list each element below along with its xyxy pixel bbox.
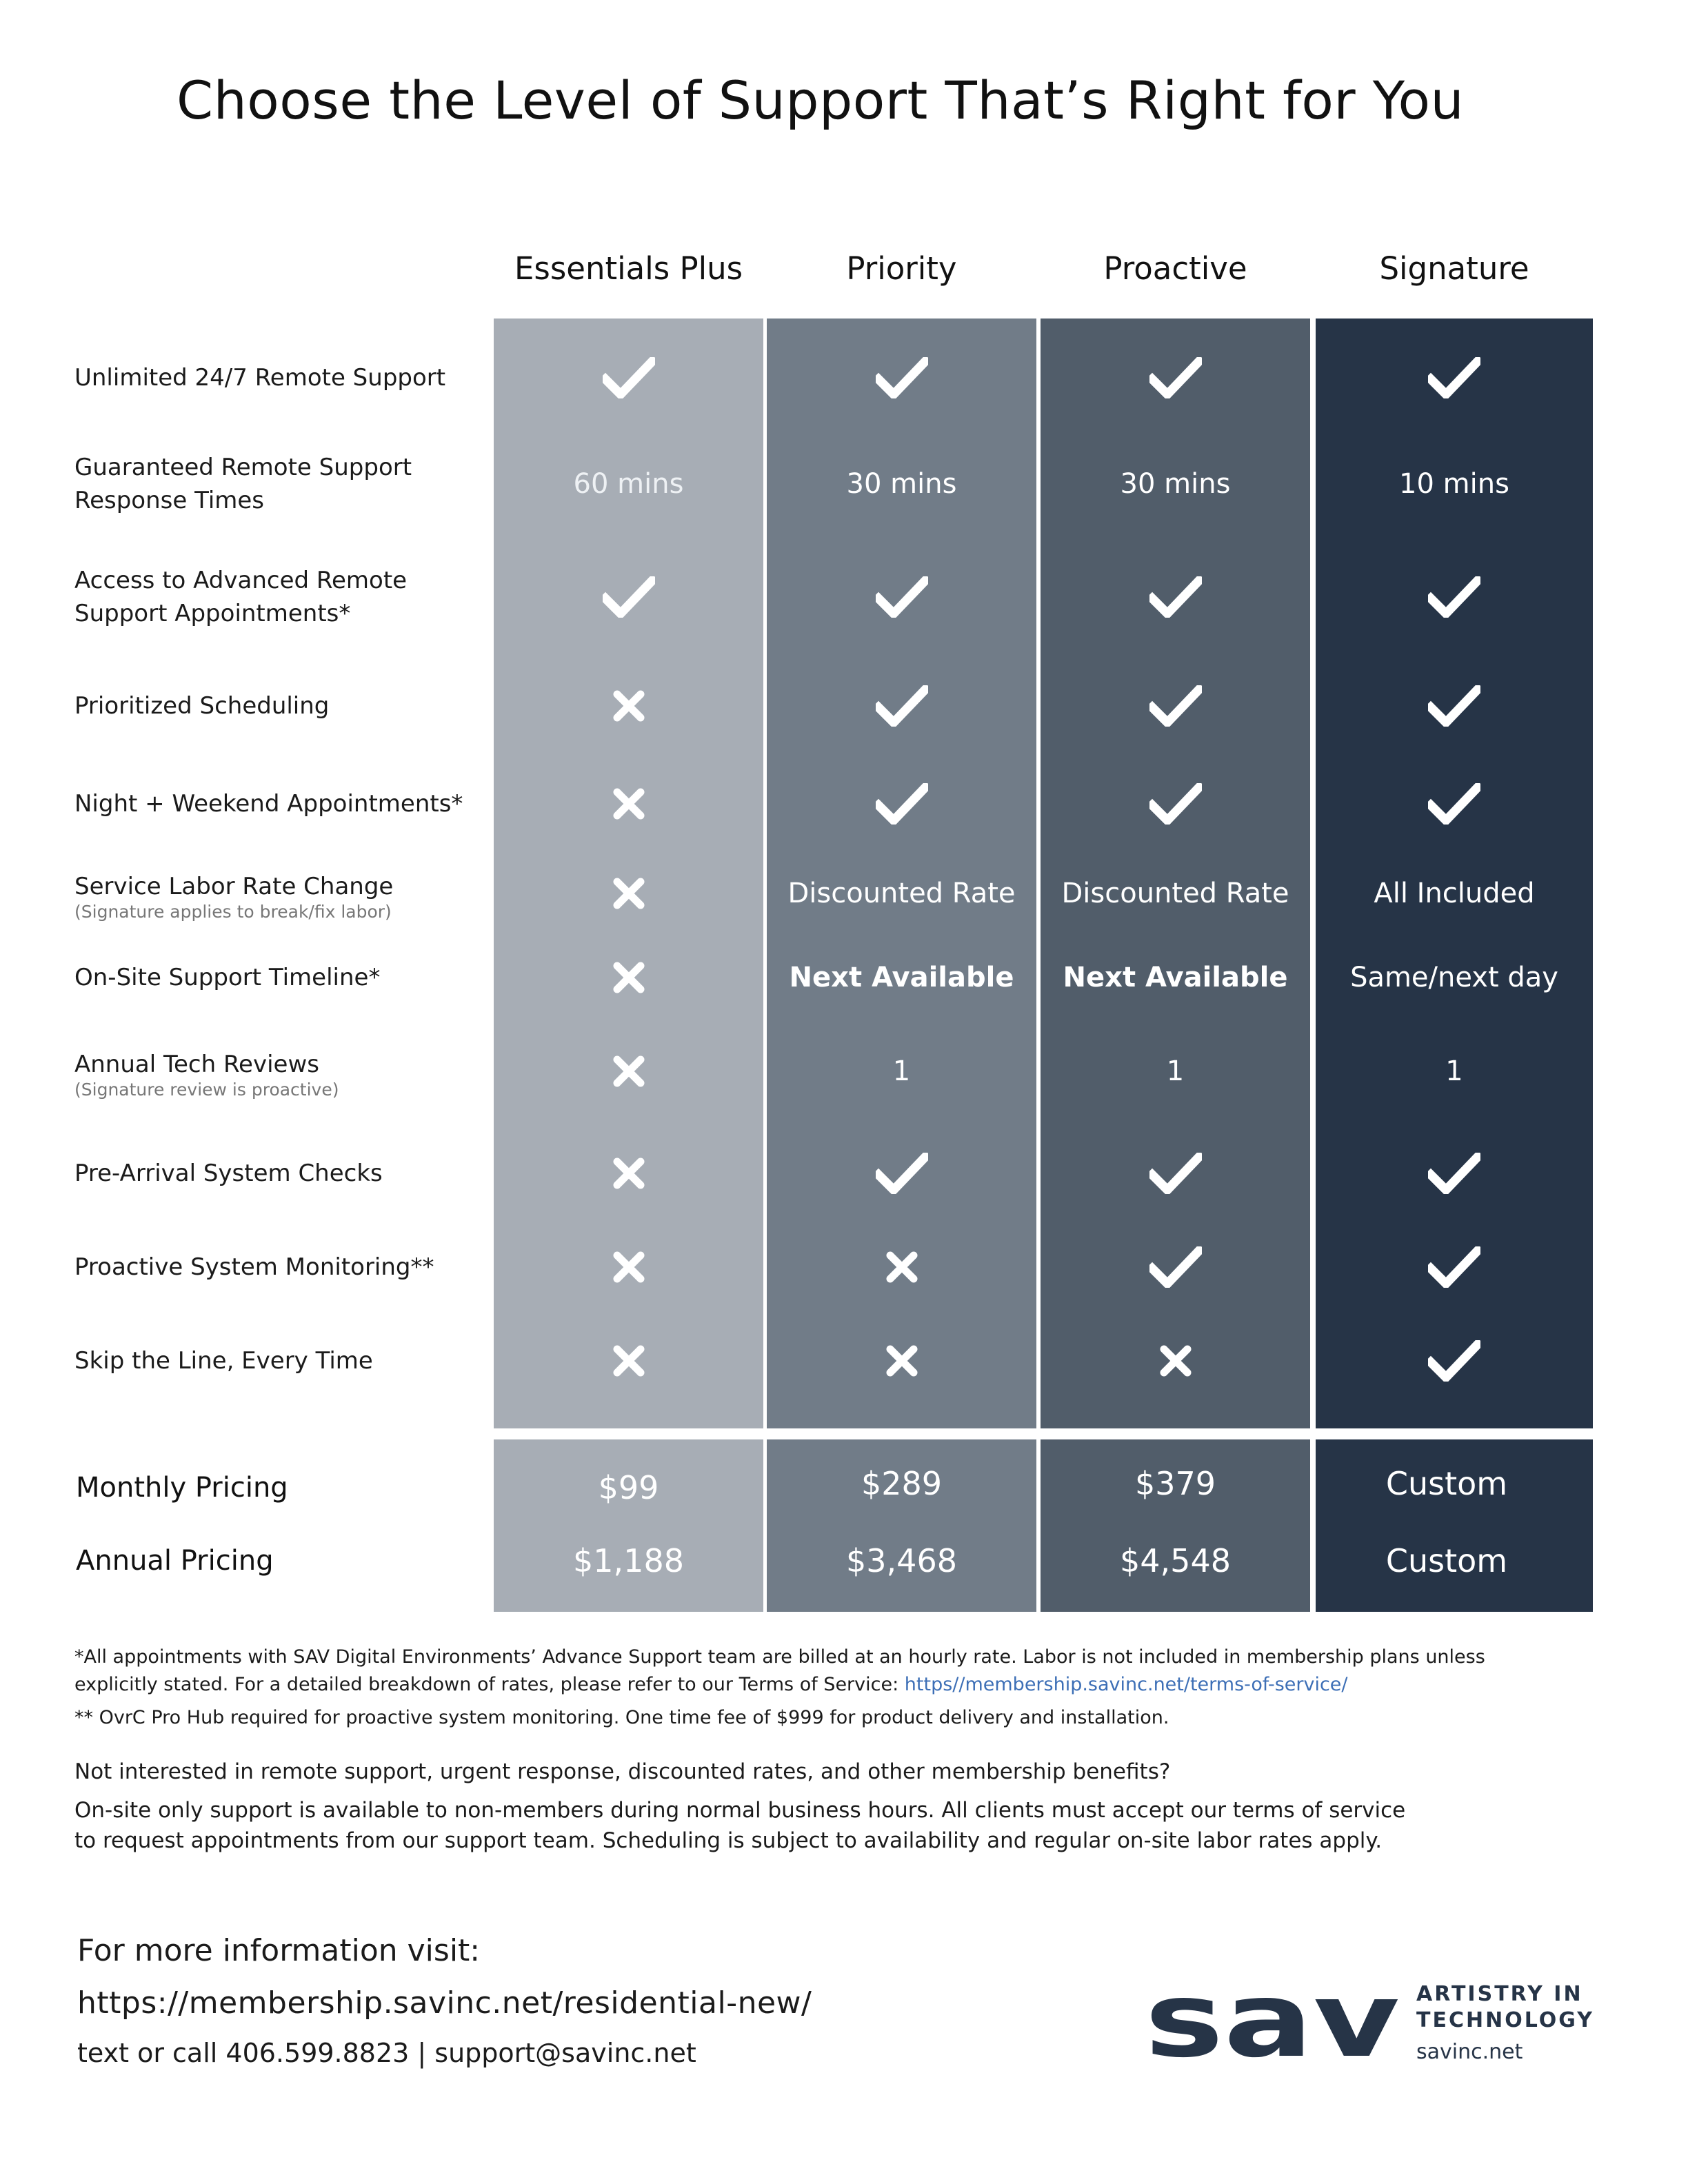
check-icon xyxy=(1041,566,1310,628)
footnote-1-line-2 xyxy=(74,1671,1348,1699)
check-icon xyxy=(767,675,1036,737)
non-member-info-line-2: to request appointments from our support team. Scheduling is subject to availability and regular on-site labor rates apply. xyxy=(74,1828,1383,1853)
feature-label-proactive-system-monitoring: Proactive System Monitoring** xyxy=(74,1253,434,1281)
check-icon xyxy=(767,773,1036,835)
monthly-price-signature: Custom xyxy=(1385,1465,1508,1502)
monthly-price-proactive: $379 xyxy=(1134,1465,1216,1502)
feature-label-service-labor-rate-change: Service Labor Rate Change xyxy=(74,873,394,900)
footnote-2: ** OvrC Pro Hub required for proactive system monitoring. One time fee of $999 for product delivery and installation. xyxy=(74,1707,1169,1728)
feature-label-unlimited-24-7-remote-support: Unlimited 24/7 Remote Support xyxy=(74,364,446,392)
brand-site-link[interactable]: savinc.net xyxy=(1416,2040,1523,2064)
x-icon xyxy=(494,675,763,737)
monthly-price-priority: $289 xyxy=(861,1465,943,1502)
feature-label-night-weekend-appointments: Night + Weekend Appointments* xyxy=(74,790,463,818)
feature-value-signature: 10 mins xyxy=(1399,468,1509,500)
feature-label-on-site-support-timeline: On-Site Support Timeline* xyxy=(74,964,381,991)
x-icon xyxy=(494,773,763,835)
x-icon xyxy=(494,947,763,1009)
check-icon xyxy=(1316,675,1593,737)
footnote-1-text: explicitly stated. For a detailed breakdown of rates, please refer to our Terms of Service: xyxy=(74,1674,905,1695)
feature-label-prioritized-scheduling: Prioritized Scheduling xyxy=(74,692,330,720)
feature-value-proactive: Discounted Rate xyxy=(1061,878,1289,909)
feature-label-guaranteed-remote-support-line-2: Response Times xyxy=(74,487,265,514)
check-icon xyxy=(767,1142,1036,1204)
sav-logo-text: sav xyxy=(1145,1979,1400,2061)
check-icon xyxy=(767,347,1036,409)
monthly-price-essentials-plus: $99 xyxy=(598,1469,659,1506)
sav-logo xyxy=(1145,1979,1400,2064)
feature-value-proactive: 1 xyxy=(1166,1055,1185,1087)
check-icon xyxy=(1316,347,1593,409)
annual-pricing-label: Annual Pricing xyxy=(76,1545,274,1577)
non-member-info-line-1: On-site only support is available to non-members during normal business hours. All clients must accept our terms of service xyxy=(74,1798,1406,1823)
feature-sublabel-annual-tech-reviews: (Signature review is proactive) xyxy=(74,1080,339,1100)
non-member-question: Not interested in remote support, urgent response, discounted rates, and other membership benefits? xyxy=(74,1759,1171,1784)
annual-price-priority: $3,468 xyxy=(846,1542,957,1579)
plan-header-essentials-plus: Essentials Plus xyxy=(514,250,743,287)
feature-value-signature: All Included xyxy=(1374,878,1535,909)
x-icon xyxy=(767,1236,1036,1298)
check-icon xyxy=(1316,1330,1593,1392)
feature-value-priority: Next Available xyxy=(789,962,1014,993)
check-icon xyxy=(1316,566,1593,628)
check-icon xyxy=(767,566,1036,628)
feature-value-priority: 30 mins xyxy=(846,468,957,500)
feature-value-priority: Discounted Rate xyxy=(787,878,1016,909)
feature-label-annual-tech-reviews: Annual Tech Reviews xyxy=(74,1051,319,1078)
x-icon xyxy=(494,1236,763,1298)
feature-sublabel-service-labor-rate-change: (Signature applies to break/fix labor) xyxy=(74,902,392,922)
phone-email: text or call 406.599.8823 | support@savinc.net xyxy=(77,2038,696,2068)
check-icon xyxy=(1041,1142,1310,1204)
x-icon xyxy=(767,1330,1036,1392)
monthly-pricing-label: Monthly Pricing xyxy=(76,1472,288,1504)
check-icon xyxy=(1041,675,1310,737)
feature-value-priority: 1 xyxy=(892,1055,911,1087)
x-icon xyxy=(494,862,763,924)
membership-url-link[interactable]: https://membership.savinc.net/residential-new/ xyxy=(77,1985,812,2021)
check-icon xyxy=(494,347,763,409)
check-icon xyxy=(1316,773,1593,835)
x-icon xyxy=(494,1040,763,1102)
terms-of-service-link[interactable]: https//membership.savinc.net/terms-of-service/ xyxy=(904,1674,1348,1695)
contact-heading: For more information visit: xyxy=(77,1933,481,1968)
feature-value-signature: 1 xyxy=(1445,1055,1463,1087)
x-icon xyxy=(494,1330,763,1392)
check-icon xyxy=(494,566,763,628)
feature-label-pre-arrival-system-checks: Pre-Arrival System Checks xyxy=(74,1160,383,1187)
feature-value-proactive: Next Available xyxy=(1063,962,1288,993)
feature-value-proactive: 30 mins xyxy=(1120,468,1231,500)
annual-price-signature: Custom xyxy=(1385,1542,1508,1579)
footnote-1-line-1: *All appointments with SAV Digital Environments’ Advance Support team are billed at an hourly rate. Labor is not included in membership plans unless xyxy=(74,1646,1485,1668)
feature-value-signature: Same/next day xyxy=(1350,962,1558,993)
feature-label-skip-the-line-every-time: Skip the Line, Every Time xyxy=(74,1347,373,1375)
feature-label-guaranteed-remote-support: Guaranteed Remote Support xyxy=(74,454,412,481)
brand-tagline-line-2: TECHNOLOGY xyxy=(1416,2008,1594,2032)
check-icon xyxy=(1041,347,1310,409)
x-icon xyxy=(1041,1330,1310,1392)
check-icon xyxy=(1316,1142,1593,1204)
plan-header-signature: Signature xyxy=(1379,250,1529,287)
check-icon xyxy=(1041,1236,1310,1298)
annual-price-proactive: $4,548 xyxy=(1120,1542,1231,1579)
check-icon xyxy=(1316,1236,1593,1298)
brand-tagline-line-1: ARTISTRY IN xyxy=(1416,1982,1583,2006)
check-icon xyxy=(1041,773,1310,835)
feature-label-access-to-advanced-remote-line-2: Support Appointments* xyxy=(74,600,351,627)
feature-label-access-to-advanced-remote: Access to Advanced Remote xyxy=(74,567,408,594)
feature-value-essentials-plus: 60 mins xyxy=(573,468,684,500)
brand-tagline xyxy=(1416,1981,1594,2034)
page-title: Choose the Level of Support That’s Right for You xyxy=(177,70,1465,131)
annual-price-essentials-plus: $1,188 xyxy=(573,1542,684,1579)
plan-header-priority: Priority xyxy=(846,250,957,287)
x-icon xyxy=(494,1142,763,1204)
plan-header-proactive: Proactive xyxy=(1103,250,1247,287)
